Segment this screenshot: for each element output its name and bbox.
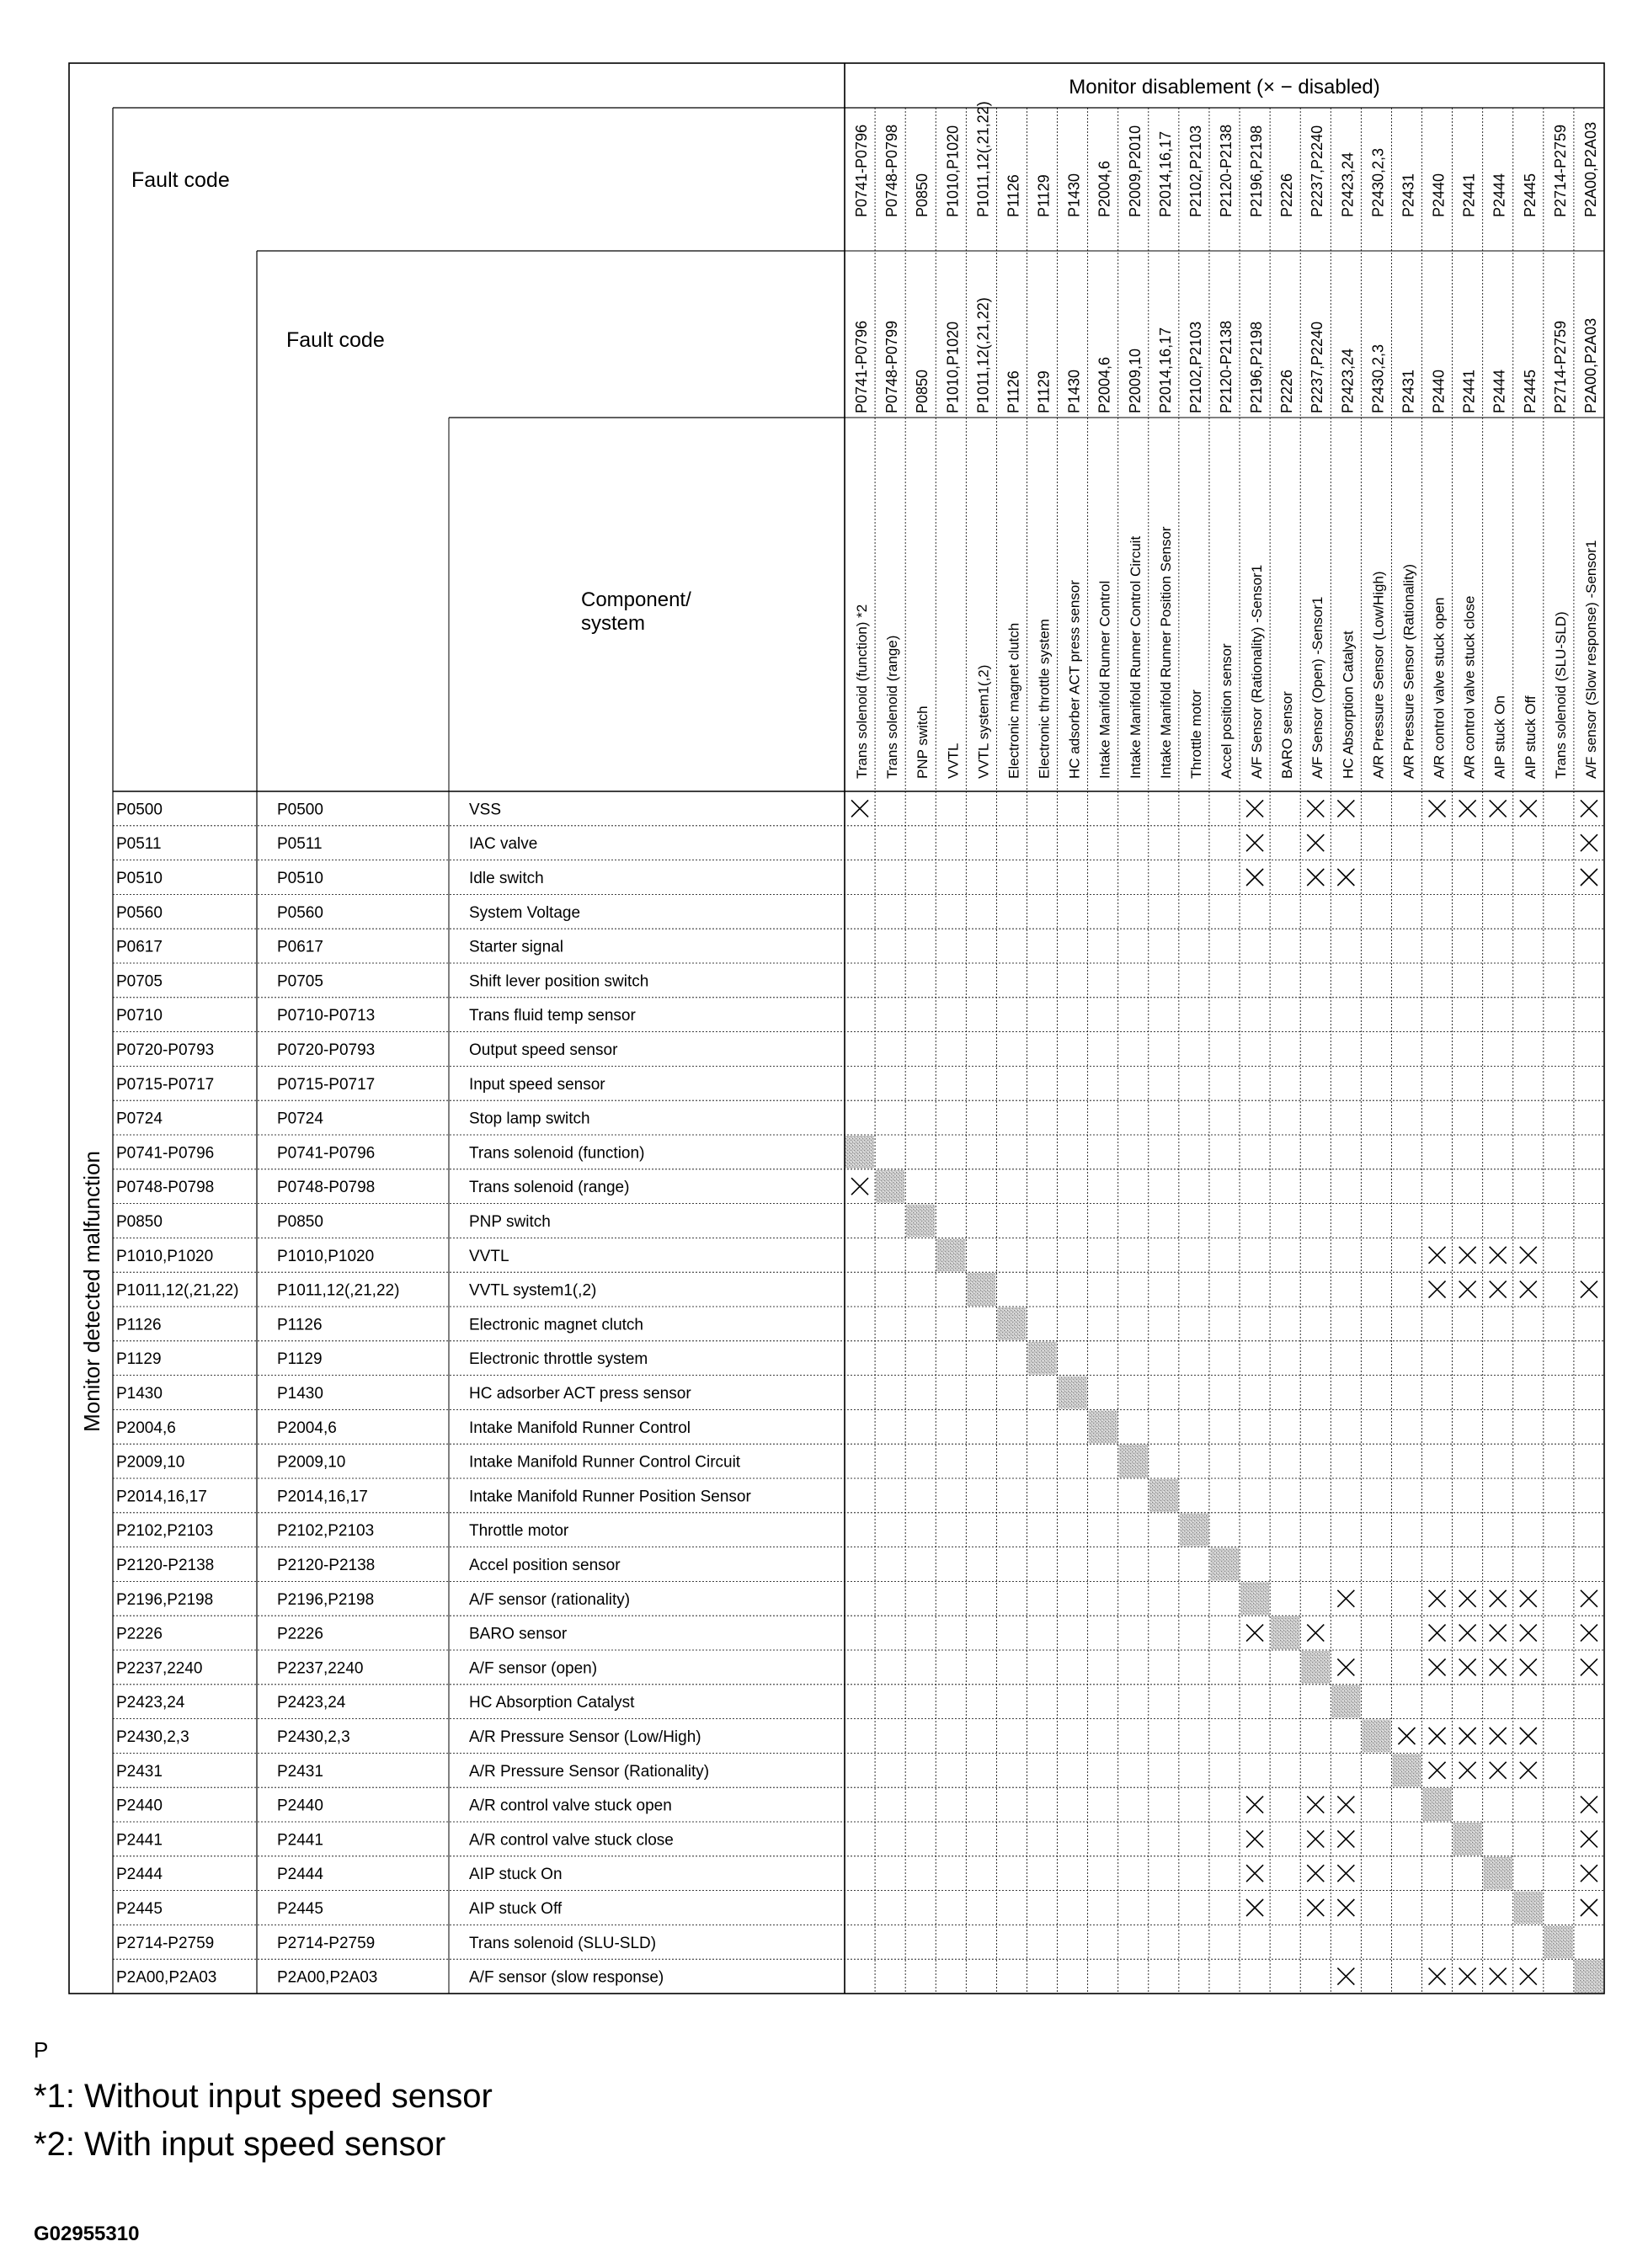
row-component: A/F sensor (rationality) — [469, 1590, 631, 1609]
row-component: VSS — [469, 801, 502, 819]
disabled-x-mark — [1429, 800, 1446, 817]
row-fault-code-1: P2441 — [116, 1831, 163, 1850]
footnote-1: *1: Without input speed sensor — [34, 2078, 493, 2115]
fault-code-header-2: Fault code — [286, 328, 385, 352]
disabled-x-mark — [1490, 1658, 1507, 1675]
disabled-x-mark — [1246, 869, 1263, 886]
column-component-name: A/F Sensor (Open) -Sensor1 — [1309, 596, 1326, 779]
row-fault-code-2: P0705 — [277, 972, 323, 991]
disabled-x-mark — [1429, 1728, 1446, 1744]
row-component: Electronic throttle system — [469, 1350, 648, 1369]
row-component: HC adsorber ACT press sensor — [469, 1385, 691, 1403]
row-component: PNP switch — [469, 1213, 551, 1231]
row-fault-code-1: P2014,16,17 — [116, 1488, 207, 1506]
row-fault-code-2: P1430 — [277, 1385, 323, 1403]
shaded-diagonal-cell — [1575, 1960, 1603, 1993]
row-component: Throttle motor — [469, 1522, 569, 1541]
row-component: Idle switch — [469, 870, 544, 887]
column-code-1: P1126 — [1005, 174, 1022, 217]
row-component: Shift lever position switch — [469, 972, 649, 991]
column-code-2: P1129 — [1035, 370, 1053, 413]
column-component-name: HC Absorption Catalyst — [1340, 631, 1357, 779]
footnote-2: *2: With input speed sensor — [34, 2126, 446, 2163]
row-component: A/R Pressure Sensor (Low/High) — [469, 1728, 701, 1746]
column-component-name: Trans solenoid (SLU-SLD) — [1552, 611, 1569, 779]
row-fault-code-2: P0511 — [277, 835, 323, 854]
row-component: Accel position sensor — [469, 1557, 621, 1574]
row-fault-code-2: P0748-P0798 — [277, 1179, 376, 1197]
disabled-x-mark — [1246, 1625, 1263, 1642]
row-fault-code-2: P2431 — [277, 1762, 323, 1781]
column-code-1: P2431 — [1400, 173, 1417, 217]
column-component-name: Intake Manifold Runner Control Circuit — [1127, 535, 1144, 779]
fault-code-header-1: Fault code — [131, 168, 230, 192]
row-fault-code-1: P0705 — [116, 972, 163, 991]
row-fault-code-2: P2014,16,17 — [277, 1488, 368, 1506]
column-component-name: Accel position sensor — [1219, 643, 1235, 779]
disabled-x-mark — [1429, 1968, 1446, 1985]
disabled-x-mark — [1459, 1590, 1476, 1607]
disabled-x-mark — [1490, 1968, 1507, 1985]
row-fault-code-2: P2004,6 — [277, 1419, 337, 1437]
row-fault-code-1: P0510 — [116, 870, 163, 887]
column-code-1: P2444 — [1491, 173, 1508, 217]
disabled-x-mark — [1581, 800, 1597, 817]
column-code-2: P2431 — [1400, 369, 1417, 413]
disabled-x-mark — [1429, 1590, 1446, 1607]
row-component: A/R Pressure Sensor (Rationality) — [469, 1762, 710, 1781]
row-component: System Voltage — [469, 903, 581, 922]
shaded-diagonal-cell — [1484, 1857, 1512, 1890]
column-component-name: BARO sensor — [1279, 691, 1296, 779]
column-component-name: A/R Pressure Sensor (Rationality) — [1400, 563, 1417, 779]
shaded-diagonal-cell — [1089, 1410, 1117, 1443]
row-fault-code-1: P2237,2240 — [116, 1659, 203, 1678]
row-fault-code-2: P2226 — [277, 1625, 323, 1643]
disabled-x-mark — [1337, 1865, 1354, 1882]
row-fault-code-1: P2430,2,3 — [116, 1728, 189, 1746]
disabled-x-mark — [1520, 1968, 1537, 1985]
disabled-x-mark — [1459, 1968, 1476, 1985]
row-fault-code-1: P0850 — [116, 1213, 163, 1231]
disabled-x-mark — [1246, 800, 1263, 817]
column-code-2: P2004,6 — [1096, 356, 1113, 413]
row-fault-code-1: P0617 — [116, 938, 163, 956]
row-fault-code-1: P1010,P1020 — [116, 1247, 214, 1265]
disabled-x-mark — [1307, 800, 1324, 817]
row-component: Stop lamp switch — [469, 1110, 590, 1128]
disabled-x-mark — [1520, 1728, 1537, 1744]
row-component: Electronic magnet clutch — [469, 1316, 643, 1334]
row-fault-code-1: P2423,24 — [116, 1694, 185, 1712]
row-component: A/F sensor (open) — [469, 1659, 598, 1678]
column-component-name: Intake Manifold Runner Control — [1096, 580, 1113, 779]
shaded-diagonal-cell — [1027, 1342, 1056, 1375]
row-fault-code-2: P2440 — [277, 1797, 323, 1815]
shaded-diagonal-cell — [1180, 1514, 1208, 1547]
disabled-x-mark — [1429, 1762, 1446, 1779]
row-fault-code-1: P1129 — [116, 1350, 162, 1369]
row-fault-code-1: P2102,P2103 — [116, 1522, 214, 1541]
column-code-2: P2445 — [1521, 369, 1539, 413]
column-code-1: P2196,P2198 — [1248, 125, 1266, 217]
disabled-x-mark — [1490, 800, 1507, 817]
shaded-diagonal-cell — [1392, 1754, 1421, 1786]
row-fault-code-2: P2441 — [277, 1831, 323, 1850]
column-code-1: P2014,16,17 — [1156, 130, 1174, 217]
shaded-diagonal-cell — [1210, 1548, 1239, 1581]
disabled-x-mark — [1520, 1762, 1537, 1779]
column-component-name: A/F sensor (Slow response) -Sensor1 — [1582, 540, 1599, 779]
disabled-x-mark — [851, 800, 868, 817]
column-code-1: P0741-P0796 — [853, 124, 871, 217]
column-code-2: P2237,P2240 — [1309, 321, 1326, 413]
row-fault-code-1: P2714-P2759 — [116, 1934, 215, 1952]
disabled-x-mark — [1581, 834, 1597, 851]
row-fault-code-2: P0510 — [277, 870, 323, 887]
disabled-x-mark — [1398, 1728, 1415, 1744]
shaded-diagonal-cell — [845, 1136, 874, 1169]
column-code-2: P1126 — [1005, 370, 1022, 413]
column-code-2: P0850 — [914, 369, 931, 413]
disabled-x-mark — [1337, 800, 1354, 817]
row-component: A/F sensor (slow response) — [469, 1968, 664, 1987]
row-fault-code-2: P1129 — [277, 1350, 323, 1369]
column-code-2: P2009,10 — [1126, 348, 1144, 413]
row-fault-code-2: P2445 — [277, 1900, 323, 1918]
shaded-diagonal-cell — [1331, 1685, 1360, 1718]
column-code-2: P2440 — [1430, 369, 1448, 413]
column-code-1: P2102,P2103 — [1187, 125, 1204, 217]
disabled-x-mark — [1429, 1281, 1446, 1298]
disabled-x-mark — [1490, 1728, 1507, 1744]
disabled-x-mark — [1246, 1899, 1263, 1916]
figure-code: G02955310 — [34, 2223, 140, 2245]
column-code-1: P2714-P2759 — [1551, 124, 1569, 217]
row-fault-code-1: P2440 — [116, 1797, 163, 1815]
shaded-diagonal-cell — [1240, 1582, 1269, 1615]
column-component-name: AIP stuck Off — [1522, 695, 1539, 779]
column-component-name: AIP stuck On — [1491, 695, 1508, 779]
disabled-x-mark — [851, 1178, 868, 1195]
row-component: Trans solenoid (SLU-SLD) — [469, 1934, 657, 1952]
disabled-x-mark — [1337, 1899, 1354, 1916]
disabled-x-mark — [1459, 800, 1476, 817]
disabled-x-mark — [1307, 834, 1324, 851]
column-code-2: P2441 — [1460, 369, 1478, 413]
row-component: Intake Manifold Runner Control — [469, 1419, 691, 1437]
row-fault-code-1: P2009,10 — [116, 1453, 185, 1472]
shaded-diagonal-cell — [1362, 1720, 1390, 1753]
column-code-1: P0748-P0798 — [883, 124, 901, 217]
column-component-name: A/R control valve stuck open — [1431, 597, 1448, 779]
row-fault-code-2: P2102,P2103 — [277, 1522, 375, 1541]
column-component-name: Electronic throttle system — [1036, 619, 1053, 779]
column-component-name: VVTL — [945, 743, 962, 779]
row-fault-code-1: P2445 — [116, 1900, 163, 1918]
shaded-diagonal-cell — [1514, 1892, 1543, 1925]
column-code-1: P2430,2,3 — [1369, 147, 1387, 217]
disabled-x-mark — [1246, 834, 1263, 851]
row-fault-code-1: P0715-P0717 — [116, 1075, 215, 1094]
column-code-1: P2009,P2010 — [1126, 125, 1144, 217]
disabled-x-mark — [1307, 1797, 1324, 1813]
column-code-1: P1430 — [1065, 173, 1083, 217]
disabled-x-mark — [1307, 1899, 1324, 1916]
row-fault-code-1: P2196,P2198 — [116, 1590, 214, 1609]
row-fault-code-2: P1011,12(,21,22) — [277, 1281, 400, 1300]
shaded-diagonal-cell — [906, 1205, 935, 1238]
row-fault-code-1: P2004,6 — [116, 1419, 176, 1437]
disabled-x-mark — [1581, 1865, 1597, 1882]
row-component: Trans solenoid (range) — [469, 1179, 630, 1197]
disabled-x-mark — [1459, 1281, 1476, 1298]
row-fault-code-2: P1126 — [277, 1316, 323, 1334]
row-component: Trans solenoid (function) — [469, 1144, 645, 1163]
row-fault-code-2: P1010,P1020 — [277, 1247, 375, 1265]
column-code-1: P2445 — [1521, 173, 1539, 217]
p-label: P — [34, 2037, 49, 2063]
disabled-x-mark — [1429, 1658, 1446, 1675]
column-component-name: Electronic magnet clutch — [1005, 622, 1022, 779]
column-code-2: P2423,24 — [1339, 348, 1357, 413]
disabled-x-mark — [1337, 869, 1354, 886]
disabled-x-mark — [1581, 1830, 1597, 1847]
row-component: Intake Manifold Runner Control Circuit — [469, 1453, 741, 1472]
row-fault-code-1: P1126 — [116, 1316, 162, 1334]
disabled-x-mark — [1490, 1625, 1507, 1642]
disabled-x-mark — [1459, 1625, 1476, 1642]
side-label: Monitor detected malfunction — [79, 1151, 104, 1432]
disabled-x-mark — [1337, 1830, 1354, 1847]
column-code-2: P2A00,P2A03 — [1581, 317, 1599, 413]
disabled-x-mark — [1246, 1830, 1263, 1847]
column-component-name: A/R Pressure Sensor (Low/High) — [1370, 571, 1387, 779]
disabled-x-mark — [1520, 1625, 1537, 1642]
row-fault-code-1: P0560 — [116, 903, 163, 922]
shaded-diagonal-cell — [936, 1238, 965, 1271]
row-fault-code-1: P0724 — [116, 1110, 163, 1128]
row-component: Input speed sensor — [469, 1075, 605, 1094]
disabled-x-mark — [1246, 1865, 1263, 1882]
row-fault-code-1: P0741-P0796 — [116, 1144, 215, 1163]
column-code-1: P2441 — [1460, 173, 1478, 217]
disabled-x-mark — [1520, 800, 1537, 817]
disabled-x-mark — [1337, 1968, 1354, 1985]
column-component-name: PNP switch — [915, 705, 931, 779]
disabled-x-mark — [1581, 869, 1597, 886]
row-component: BARO sensor — [469, 1625, 568, 1643]
column-code-1: P2423,24 — [1339, 152, 1357, 217]
row-fault-code-2: P0715-P0717 — [277, 1075, 376, 1094]
disabled-x-mark — [1581, 1625, 1597, 1642]
row-fault-code-2: P2444 — [277, 1866, 323, 1884]
disabled-x-mark — [1246, 1797, 1263, 1813]
row-fault-code-1: P1430 — [116, 1385, 163, 1403]
row-fault-code-1: P0720-P0793 — [116, 1041, 215, 1059]
disabled-x-mark — [1459, 1762, 1476, 1779]
disabled-x-mark — [1520, 1247, 1537, 1264]
row-fault-code-2: P0724 — [277, 1110, 323, 1128]
row-fault-code-2: P2714-P2759 — [277, 1934, 376, 1952]
row-fault-code-1: P0511 — [116, 835, 162, 854]
disabled-x-mark — [1581, 1590, 1597, 1607]
row-fault-code-2: P2120-P2138 — [277, 1557, 376, 1574]
shaded-diagonal-cell — [1059, 1376, 1087, 1409]
disabled-x-mark — [1520, 1658, 1537, 1675]
row-fault-code-1: P2A00,P2A03 — [116, 1968, 217, 1987]
column-code-2: P0741-P0796 — [853, 320, 871, 413]
column-code-2: P1010,P1020 — [944, 321, 962, 413]
row-component: HC Absorption Catalyst — [469, 1694, 635, 1712]
shaded-diagonal-cell — [997, 1307, 1026, 1340]
disabled-x-mark — [1581, 1281, 1597, 1298]
row-fault-code-2: P2196,P2198 — [277, 1590, 375, 1609]
row-component: AIP stuck On — [469, 1866, 563, 1884]
row-fault-code-1: P2431 — [116, 1762, 163, 1781]
column-code-1: P2A00,P2A03 — [1581, 121, 1599, 217]
column-code-2: P2226 — [1278, 369, 1296, 413]
column-code-1: P2237,P2240 — [1309, 125, 1326, 217]
column-component-name: Trans solenoid (function) *2 — [854, 604, 871, 779]
row-fault-code-2: P0850 — [277, 1213, 323, 1231]
row-fault-code-2: P0617 — [277, 938, 323, 956]
column-component-name: Intake Manifold Runner Position Sensor — [1157, 526, 1174, 779]
disabled-x-mark — [1459, 1658, 1476, 1675]
column-code-1: P1011,12(,21,22) — [974, 101, 992, 217]
column-component-name: A/F Sensor (Rationality) -Sensor1 — [1249, 564, 1266, 779]
column-component-name: A/R control valve stuck close — [1461, 595, 1478, 779]
column-component-name: HC adsorber ACT press sensor — [1066, 580, 1083, 779]
column-code-1: P2120-P2138 — [1218, 124, 1235, 217]
row-component: IAC valve — [469, 835, 538, 854]
disabled-x-mark — [1307, 1865, 1324, 1882]
disabled-x-mark — [1490, 1762, 1507, 1779]
row-fault-code-2: P0741-P0796 — [277, 1144, 376, 1163]
row-component: Trans fluid temp sensor — [469, 1007, 636, 1025]
column-code-1: P2004,6 — [1096, 160, 1113, 217]
shaded-diagonal-cell — [1271, 1616, 1299, 1649]
disabled-x-mark — [1581, 1899, 1597, 1916]
shaded-diagonal-cell — [1423, 1788, 1452, 1821]
column-code-2: P0748-P0799 — [883, 320, 901, 413]
column-code-2: P2444 — [1491, 369, 1508, 413]
disabled-x-mark — [1337, 1590, 1354, 1607]
row-component: A/R control valve stuck close — [469, 1831, 674, 1850]
row-fault-code-1: P1011,12(,21,22) — [116, 1281, 239, 1300]
row-component: Output speed sensor — [469, 1041, 618, 1059]
disabled-x-mark — [1459, 1247, 1476, 1264]
disabled-x-mark — [1307, 869, 1324, 886]
column-code-2: P1430 — [1065, 369, 1083, 413]
disabled-x-mark — [1337, 1797, 1354, 1813]
row-fault-code-2: P2430,2,3 — [277, 1728, 350, 1746]
row-fault-code-1: P0710 — [116, 1007, 163, 1025]
column-component-name: Throttle motor — [1187, 689, 1204, 779]
row-component: VVTL — [469, 1247, 509, 1265]
row-fault-code-2: P0560 — [277, 903, 323, 922]
disabled-x-mark — [1459, 1728, 1476, 1744]
row-fault-code-2: P0710-P0713 — [277, 1007, 376, 1025]
shaded-diagonal-cell — [1453, 1823, 1482, 1855]
row-fault-code-2: P2237,2240 — [277, 1659, 364, 1678]
column-code-2: P2196,P2198 — [1248, 321, 1266, 413]
row-fault-code-1: P2226 — [116, 1625, 163, 1643]
disabled-x-mark — [1581, 1797, 1597, 1813]
column-code-1: P1129 — [1035, 174, 1053, 217]
shaded-diagonal-cell — [967, 1273, 995, 1306]
disabled-x-mark — [1337, 1658, 1354, 1675]
disabled-x-mark — [1429, 1625, 1446, 1642]
column-code-1: P1010,P1020 — [944, 125, 962, 217]
component-header: system — [581, 612, 646, 635]
row-fault-code-1: P0748-P0798 — [116, 1179, 215, 1197]
shaded-diagonal-cell — [876, 1170, 904, 1203]
disabled-x-mark — [1520, 1281, 1537, 1298]
disabled-x-mark — [1490, 1281, 1507, 1298]
shaded-diagonal-cell — [1301, 1651, 1330, 1684]
disabled-x-mark — [1307, 1625, 1324, 1642]
column-code-2: P2430,2,3 — [1369, 343, 1387, 413]
row-component: Starter signal — [469, 938, 563, 956]
row-fault-code-2: P0720-P0793 — [277, 1041, 376, 1059]
column-code-1: P2226 — [1278, 173, 1296, 217]
row-fault-code-2: P2A00,P2A03 — [277, 1968, 378, 1987]
monitor-disablement-title: Monitor disablement (× − disabled) — [1069, 76, 1380, 98]
row-component: VVTL system1(,2) — [469, 1281, 597, 1300]
row-component: A/R control valve stuck open — [469, 1797, 672, 1815]
shaded-diagonal-cell — [1149, 1479, 1178, 1512]
column-code-1: P0850 — [914, 173, 931, 217]
row-fault-code-2: P2009,10 — [277, 1453, 346, 1472]
row-component: AIP stuck Off — [469, 1900, 563, 1918]
row-component: Intake Manifold Runner Position Sensor — [469, 1488, 751, 1506]
disabled-x-mark — [1490, 1590, 1507, 1607]
disabled-x-mark — [1429, 1247, 1446, 1264]
component-header: Component/ — [581, 588, 691, 611]
column-code-2: P2014,16,17 — [1156, 327, 1174, 413]
disabled-x-mark — [1520, 1590, 1537, 1607]
row-fault-code-1: P2444 — [116, 1866, 163, 1884]
disabled-x-mark — [1307, 1830, 1324, 1847]
row-fault-code-2: P2423,24 — [277, 1694, 346, 1712]
row-fault-code-2: P0500 — [277, 801, 323, 819]
disabled-x-mark — [1490, 1247, 1507, 1264]
shaded-diagonal-cell — [1119, 1445, 1148, 1477]
column-code-2: P2120-P2138 — [1218, 320, 1235, 413]
shaded-diagonal-cell — [1544, 1925, 1573, 1958]
row-fault-code-1: P0500 — [116, 801, 163, 819]
disabled-x-mark — [1581, 1658, 1597, 1675]
row-fault-code-1: P2120-P2138 — [116, 1557, 215, 1574]
column-code-2: P2102,P2103 — [1187, 321, 1204, 413]
column-code-2: P1011,12(,21,22) — [974, 297, 992, 413]
column-code-2: P2714-P2759 — [1551, 320, 1569, 413]
column-component-name: VVTL system1(,2) — [975, 664, 992, 779]
column-code-1: P2440 — [1430, 173, 1448, 217]
column-component-name: Trans solenoid (range) — [884, 635, 901, 779]
